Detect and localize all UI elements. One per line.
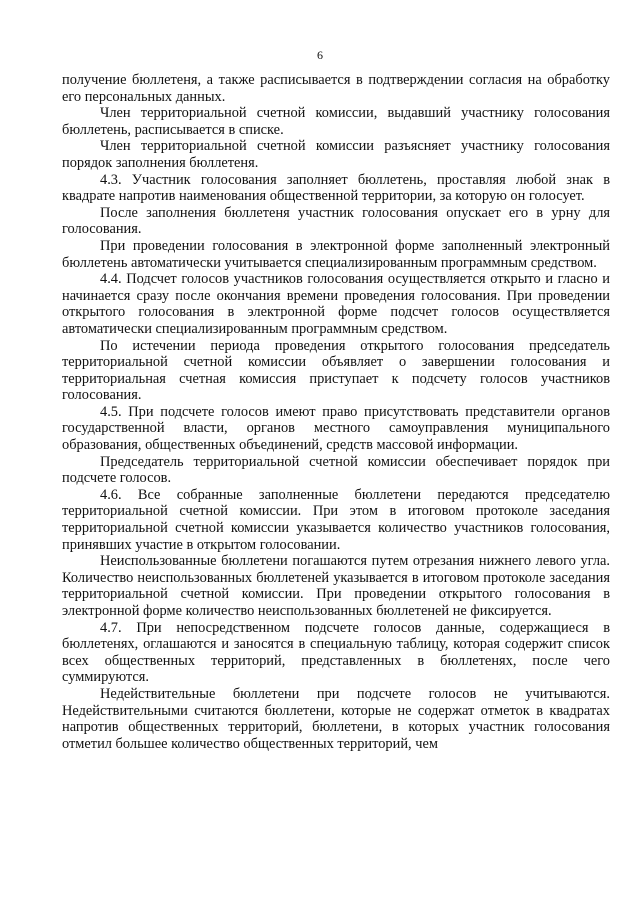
paragraph-member-signs-list: Член территориальной счетной комиссии, выдавший участнику голосования бюллетень, расписывается в списке. — [62, 105, 610, 138]
page-number: 6 — [317, 48, 323, 62]
paragraph-4-4: 4.4. Подсчет голосов участников голосования осуществляется открыто и гласно и начинается сразу после окончания времени проведения голосования. При проведении открытого голосования в электронной форме подсчет голосов осуществляется автоматически специализированным программным средством. — [62, 271, 610, 337]
paragraph-continuation: получение бюллетеня, а также расписывается в подтверждении согласия на обработку его персональных данных. — [62, 72, 610, 105]
paragraph-4-6: 4.6. Все собранные заполненные бюллетени передаются председателю территориальной счетной комиссии. При этом в итоговом протоколе заседания территориальной счетной комиссии указывается количество участников голосования, принявших участие в открытом голосовании. — [62, 486, 610, 553]
paragraph-4-7: 4.7. При непосредственном подсчете голосов данные, содержащиеся в бюллетенях, оглашаются и заносятся в специальную таблицу, которая содержит список всех общественных территорий, представленных в бюллетенях, после чего суммируются. — [62, 619, 610, 686]
paragraph-voting-end: По истечении периода проведения открытого голосования председатель территориальной счетной комиссии объявляет о завершении голосования и территориальная счетная комиссия приступает к подсчету голосов участников голосования. — [62, 337, 610, 404]
paragraph-ballot-to-urn: После заполнения бюллетеня участник голосования опускает его в урну для голосования. — [62, 204, 610, 238]
paragraph-chairman-order: Председатель территориальной счетной комиссии обеспечивает порядок при подсчете голосов. — [62, 453, 610, 487]
paragraph-member-explains: Член территориальной счетной комиссии разъясняет участнику голосования порядок заполнения бюллетеня. — [62, 138, 610, 171]
document-body — [62, 72, 610, 752]
paragraph-unused-ballots: Неиспользованные бюллетени погашаются путем отрезания нижнего левого угла. Количество неиспользованных бюллетеней указывается в итоговом протоколе заседания территориальной счетной комиссии. При проведении открытого голосования в электронной форме количество неиспользованных бюллетеней не фиксируется. — [62, 553, 610, 619]
paragraph-4-3: 4.3. Участник голосования заполняет бюллетень, проставляя любой знак в квадрате напротив наименования общественной территории, за которую он голосует. — [62, 171, 610, 205]
paragraph-electronic-ballot: При проведении голосования в электронной форме заполненный электронный бюллетень автоматически учитывается специализированным программным средством. — [62, 237, 610, 271]
paragraph-4-5: 4.5. При подсчете голосов имеют право присутствовать представители органов государственной власти, органов местного самоуправления муниципального образования, общественных объединений, средств массовой информации. — [62, 403, 610, 454]
paragraph-invalid-ballots: Недействительные бюллетени при подсчете голосов не учитываются. Недействительными считаются бюллетени, которые не содержат отметок в квадратах напротив общественных территорий, бюллетени, в которых участник голосования отметил большее количество общественных территорий, чем — [62, 685, 610, 752]
